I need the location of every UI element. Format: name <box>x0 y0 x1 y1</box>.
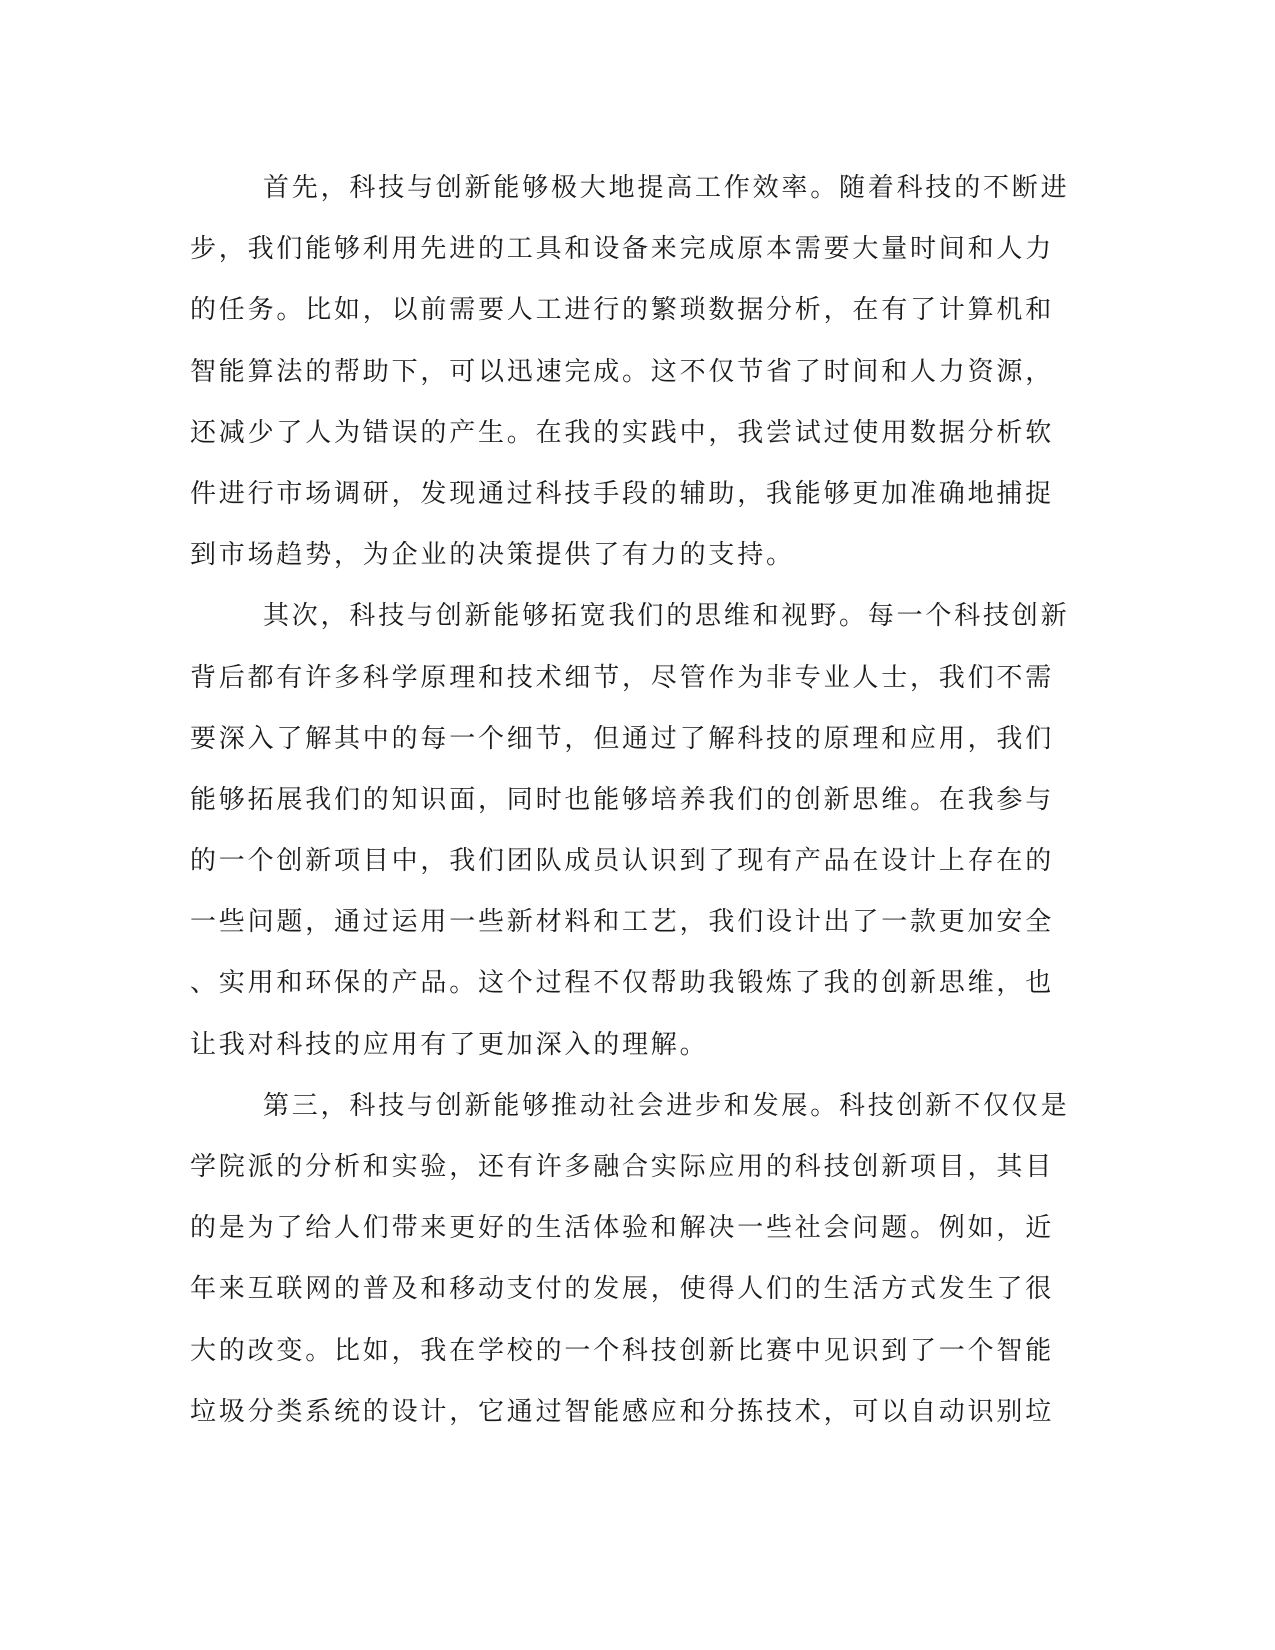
text-line: 到市场趋势，为企业的决策提供了有力的支持。 <box>190 540 795 571</box>
text-line: 要深入了解其中的每一个细节，但通过了解科技的原理和应用，我们 <box>190 723 1055 754</box>
paragraph-3 <box>190 1076 1090 1443</box>
text-line: 大的改变。比如，我在学校的一个科技创新比赛中见识到了一个智能 <box>190 1335 1055 1366</box>
text-line: 背后都有许多科学原理和技术细节，尽管作为非专业人士，我们不需 <box>190 662 1055 693</box>
text-line: 第三，科技与创新能够推动社会进步和发展。科技创新不仅仅是 <box>263 1090 1070 1121</box>
text-line: 、实用和环保的产品。这个过程不仅帮助我锻炼了我的创新思维，也 <box>190 968 1055 999</box>
text-line: 让我对科技的应用有了更加深入的理解。 <box>190 1029 709 1060</box>
text-line: 垃圾分类系统的设计，它通过智能感应和分拣技术，可以自动识别垃 <box>190 1396 1055 1427</box>
text-line: 件进行市场调研，发现通过科技手段的辅助，我能够更加准确地捕捉 <box>190 478 1055 509</box>
text-line: 年来互联网的普及和移动支付的发展，使得人们的生活方式发生了很 <box>190 1274 1055 1305</box>
paragraph-2 <box>190 586 1090 1076</box>
text-line: 能够拓展我们的知识面，同时也能够培养我们的创新思维。在我参与 <box>190 784 1055 815</box>
text-line: 学院派的分析和实验，还有许多融合实际应用的科技创新项目，其目 <box>190 1152 1055 1182</box>
text-line: 还减少了人为错误的产生。在我的实践中，我尝试过使用数据分析软 <box>190 417 1055 448</box>
paragraph-1 <box>190 158 1090 586</box>
text-line: 的任务。比如，以前需要人工进行的繁琐数据分析，在有了计算机和 <box>190 295 1055 326</box>
text-line: 的是为了给人们带来更好的生活体验和解决一些社会问题。例如，近 <box>190 1213 1055 1244</box>
text-line: 一些问题，通过运用一些新材料和工艺，我们设计出了一款更加安全 <box>190 907 1055 938</box>
text-line: 首先，科技与创新能够极大地提高工作效率。随着科技的不断进 <box>263 173 1070 203</box>
document-body <box>190 158 1090 1443</box>
text-line: 智能算法的帮助下，可以迅速完成。这不仅节省了时间和人力资源， <box>190 356 1055 387</box>
text-line: 步，我们能够利用先进的工具和设备来完成原本需要大量时间和人力 <box>190 234 1055 265</box>
text-line: 其次，科技与创新能够拓宽我们的思维和视野。每一个科技创新 <box>263 601 1070 632</box>
text-line: 的一个创新项目中，我们团队成员认识到了现有产品在设计上存在的 <box>190 846 1055 877</box>
